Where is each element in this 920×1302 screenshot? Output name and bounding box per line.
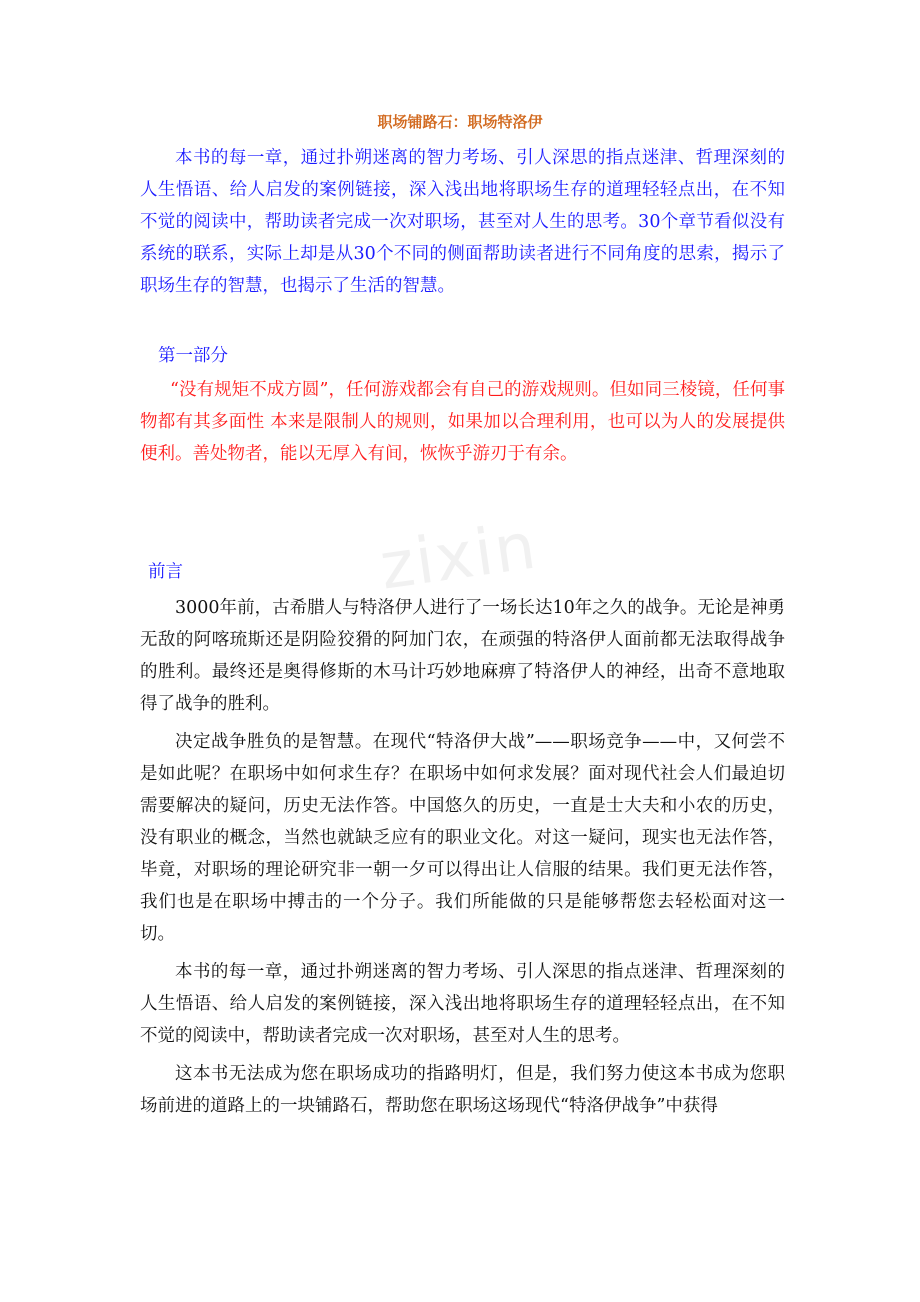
preface-paragraph: 这本书无法成为您在职场成功的指路明灯，但是，我们努力使这本书成为您职场前进的道路上的一块铺路石，帮助您在职场这场现代“特洛伊战争”中获得: [140, 1064, 785, 1116]
preface-paragraph: 3000年前，古希腊人与特洛伊人进行了一场长达10年之久的战争。无论是神勇无敌的阿喀琉斯还是阴险狡猾的阿加门农，在顽强的特洛伊人面前都无法取得战争的胜利。最终还是奥得修斯的木马计巧妙地麻痹了特洛伊人的神经，出奇不意地取得了战争的胜利。: [140, 598, 785, 714]
part-heading: 第一部分: [158, 346, 228, 366]
part-paragraph: “没有规矩不成方圆”，任何游戏都会有自己的游戏规则。但如同三棱镜，任何事物都有其多面性 本来是限制人的规则，如果加以合理利用，也可以为人的发展提供便利。善处物者，能以无厚入有间，恢恢乎游刃于有余。: [140, 380, 785, 464]
preface-paragraph: 本书的每一章，通过扑朔迷离的智力考场、引人深思的指点迷津、哲理深刻的人生悟语、给人启发的案例链接，深入浅出地将职场生存的道理轻轻点出，在不知不觉的阅读中，帮助读者完成一次对职场，甚至对人生的思考。: [140, 962, 785, 1046]
document-title: 职场铺路石：职场特洛伊: [377, 113, 543, 131]
watermark: zixin: [375, 509, 542, 605]
preface-paragraph: 决定战争胜负的是智慧。在现代“特洛伊大战”——职场竞争——中，又何尝不是如此呢？在职场中如何求生存？在职场中如何求发展？面对现代社会人们最迫切需要解决的疑问，历史无法作答。中国悠久的历史，一直是士大夫和小农的历史，没有职业的概念，当然也就缺乏应有的职业文化。对这一疑问，现实也无法作答，毕竟，对职场的理论研究非一朝一夕可以得出让人信服的结果。我们更无法作答，我们也是在职场中搏击的一个分子。我们所能做的只是能够帮您去轻松面对这一切。: [140, 732, 785, 944]
preface-body: [140, 592, 785, 1128]
intro-paragraph: 本书的每一章，通过扑朔迷离的智力考场、引人深思的指点迷津、哲理深刻的人生悟语、给人启发的案例链接，深入浅出地将职场生存的道理轻轻点出，在不知不觉的阅读中，帮助读者完成一次对职场，甚至对人生的思考。30个章节看似没有系统的联系，实际上却是从30个不同的侧面帮助读者进行不同角度的思索，揭示了职场生存的智慧，也揭示了生活的智慧。: [140, 148, 785, 296]
preface-heading: 前言: [148, 562, 183, 582]
